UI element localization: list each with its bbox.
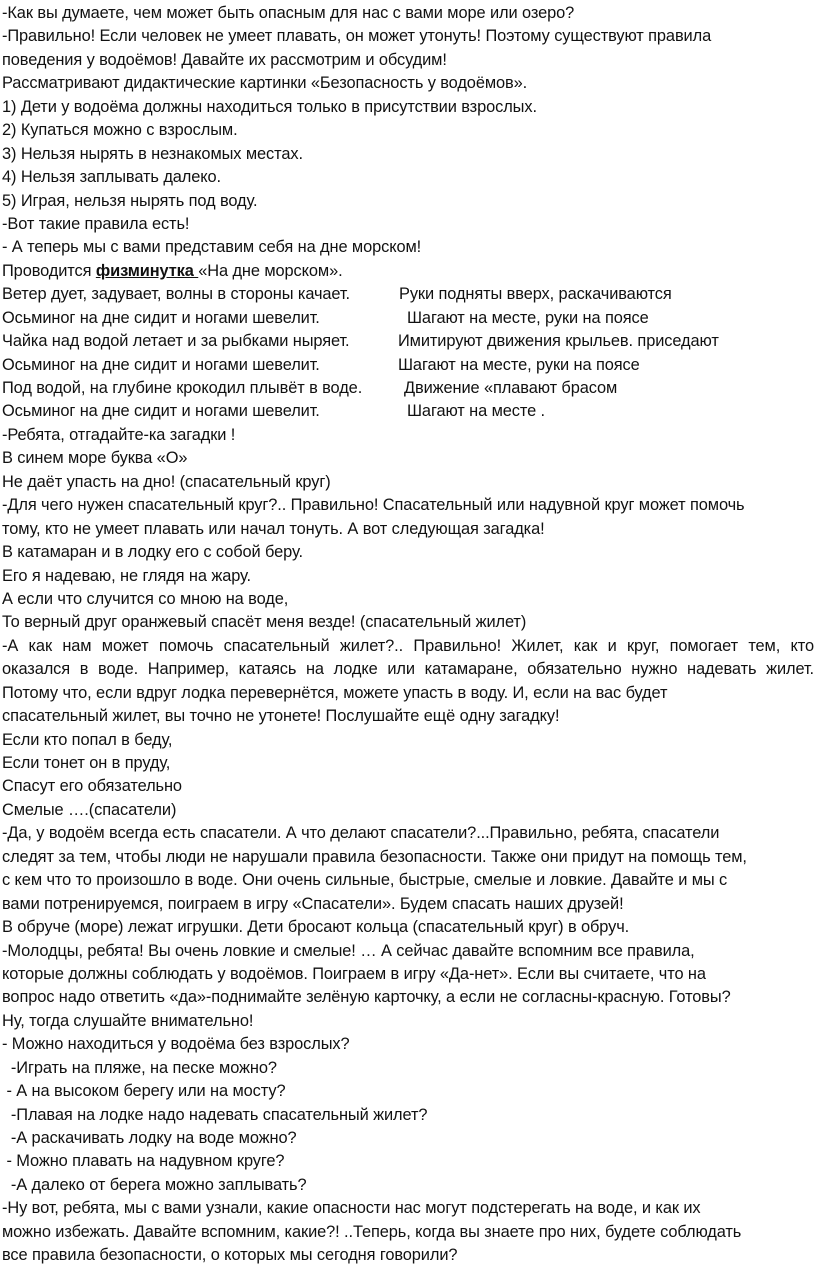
- text-line: - А теперь мы с вами представим себя на дне морском!: [2, 238, 422, 257]
- text-line: -Играть на пляже, на песке можно?: [2, 1058, 277, 1077]
- exercise-verse: Ветер дует, задувает, волны в стороны качает.: [2, 285, 350, 304]
- text-line: А если что случится со мною на воде,: [2, 589, 289, 608]
- exercise-action: Шагают на месте, руки на поясе: [398, 355, 640, 374]
- exercise-verse: Под водой, на глубине крокодил плывёт в воде.: [2, 379, 363, 397]
- text-line: Не даёт упасть на дно! (спасательный круг): [2, 472, 331, 491]
- text-line: спасательный жилет, вы точно не утонете! Послушайте ещё одну загадку!: [2, 707, 560, 726]
- fizminutka-prefix: Проводится: [2, 261, 96, 280]
- text-line: Рассматривают дидактические картинки «Безопасность у водоёмов».: [2, 74, 528, 93]
- text-line: -Да, у водоём всегда есть спасатели. А что делают спасатели?...Правильно, ребята, спасатели: [2, 824, 720, 843]
- text-line: -Плавая на лодке надо надевать спасательный жилет?: [2, 1105, 428, 1124]
- text-line: -А как нам может помочь спасательный жилет?.. Правильно! Жилет, как и круг, помогает тем, кто: [2, 636, 814, 655]
- text-line: следят за тем, чтобы люди не нарушали правила безопасности. Также они придут на помощь тем,: [2, 847, 747, 866]
- text-line: В синем море буква «О»: [2, 449, 188, 468]
- exercise-verse: Чайка над водой летает и за рыбками ныряет.: [2, 332, 350, 351]
- text-line: Спасут его обязательно: [2, 777, 182, 796]
- text-line: можно избежать. Давайте вспомним, какие?! ..Теперь, когда вы знаете про них, будете соблюдать: [2, 1222, 742, 1241]
- exercise-row: [2, 354, 816, 377]
- exercise-action: Движение «плавают брасом: [404, 379, 618, 397]
- text-line: -Как вы думаете, чем может быть опасным для нас с вами море или озеро?: [2, 4, 575, 22]
- text-line: -Правильно! Если человек не умеет плавать, он может утонуть! Поэтому существуют правила: [2, 27, 712, 46]
- text-line: -А раскачивать лодку на воде можно?: [2, 1129, 297, 1147]
- exercise-action: Имитируют движения крыльев. приседают: [398, 332, 719, 351]
- text-line: 3) Нельзя нырять в незнакомых местах.: [2, 144, 303, 163]
- exercise-row: [2, 330, 816, 353]
- text-line: Его я надеваю, не глядя на жару.: [2, 566, 251, 585]
- text-line: -Ну вот, ребята, мы с вами узнали, какие опасности нас могут подстерегать на воде, и как их: [2, 1199, 701, 1218]
- text-line: Если кто попал в беду,: [2, 730, 173, 749]
- text-line: оказался в воде. Например, катаясь на лодке или катамаране, обязательно нужно надевать жилет.: [2, 660, 814, 679]
- text-line: -Ребята, отгадайте-ка загадки !: [2, 425, 236, 444]
- text-line: Если тонет он в пруду,: [2, 754, 171, 772]
- text-line: тому, кто не умеет плавать или начал тонуть. А вот следующая загадка!: [2, 519, 545, 538]
- text-line: - А на высоком берегу или на мосту?: [2, 1082, 286, 1101]
- text-line: Потому что, если вдруг лодка перевернётся, можете упасть в воду. И, если на вас будет: [2, 683, 668, 702]
- exercise-row: [2, 307, 816, 330]
- exercise-row: [2, 377, 816, 400]
- text-line: вопрос надо ответить «да»-поднимайте зелёную карточку, а если не согласны-красную. Готовы?: [2, 988, 731, 1007]
- exercise-verse: Осьминог на дне сидит и ногами шевелит.: [2, 308, 320, 327]
- text-line: которые должны соблюдать у водоёмов. Поиграем в игру «Да-нет». Если вы считаете, что на: [2, 964, 706, 983]
- text-line: 5) Играя, нельзя нырять под воду.: [2, 191, 258, 210]
- text-line: 4) Нельзя заплывать далеко.: [2, 168, 221, 187]
- text-line: Смелые ….(спасатели): [2, 800, 177, 819]
- fizminutka-keyword: физминутка: [95, 261, 199, 280]
- text-line: - Можно находиться у водоёма без взрослых?: [2, 1035, 350, 1054]
- text-line: все правила безопасности, о которых мы сегодня говорили?: [2, 1246, 458, 1265]
- text-line: -А далеко от берега можно заплывать?: [2, 1175, 307, 1194]
- text-line: -Для чего нужен спасательный круг?.. Правильно! Спасательный или надувной круг может помочь: [2, 496, 745, 515]
- text-line: То верный друг оранжевый спасёт меня везде! (спасательный жилет): [2, 613, 527, 632]
- exercise-action: Шагают на месте .: [407, 402, 546, 421]
- text-line: В катамаран и в лодку его с собой беру.: [2, 543, 303, 562]
- text-line: вами потренируемся, поиграем в игру «Спасатели». Будем спасать наших друзей!: [2, 894, 624, 913]
- riddles-and-games-section: [2, 424, 816, 1268]
- exercise-verse: Осьминог на дне сидит и ногами шевелит.: [2, 402, 320, 421]
- fizminutka-suffix: «На дне морском».: [198, 261, 343, 280]
- exercise-action: Руки подняты вверх, раскачиваются: [399, 285, 672, 304]
- text-line: - Можно плавать на надувном круге?: [2, 1152, 285, 1171]
- text-line: поведения у водоёмов! Давайте их рассмотрим и обсудим!: [2, 50, 447, 69]
- exercise-section: [2, 283, 816, 424]
- fizminutka-line: [2, 260, 816, 283]
- text-line: В обруче (море) лежат игрушки. Дети бросают кольца (спасательный круг) в обруч.: [2, 918, 630, 937]
- text-line: с кем что то произошло в воде. Они очень сильные, быстрые, смелые и ловкие. Давайте и мы с: [2, 871, 728, 890]
- text-line: 2) Купаться можно с взрослым.: [2, 121, 238, 140]
- exercise-row: [2, 283, 816, 306]
- exercise-row: [2, 400, 816, 423]
- text-line: -Молодцы, ребята! Вы очень ловкие и смелые! … А сейчас давайте вспомним все правила,: [2, 941, 695, 960]
- text-line: -Вот такие правила есть!: [2, 214, 190, 233]
- text-line: 1) Дети у водоёма должны находиться только в присутствии взрослых.: [2, 97, 537, 116]
- intro-section: [2, 2, 816, 260]
- exercise-verse: Осьминог на дне сидит и ногами шевелит.: [2, 355, 320, 374]
- exercise-action: Шагают на месте, руки на поясе: [407, 308, 649, 327]
- text-line: Ну, тогда слушайте внимательно!: [2, 1011, 254, 1030]
